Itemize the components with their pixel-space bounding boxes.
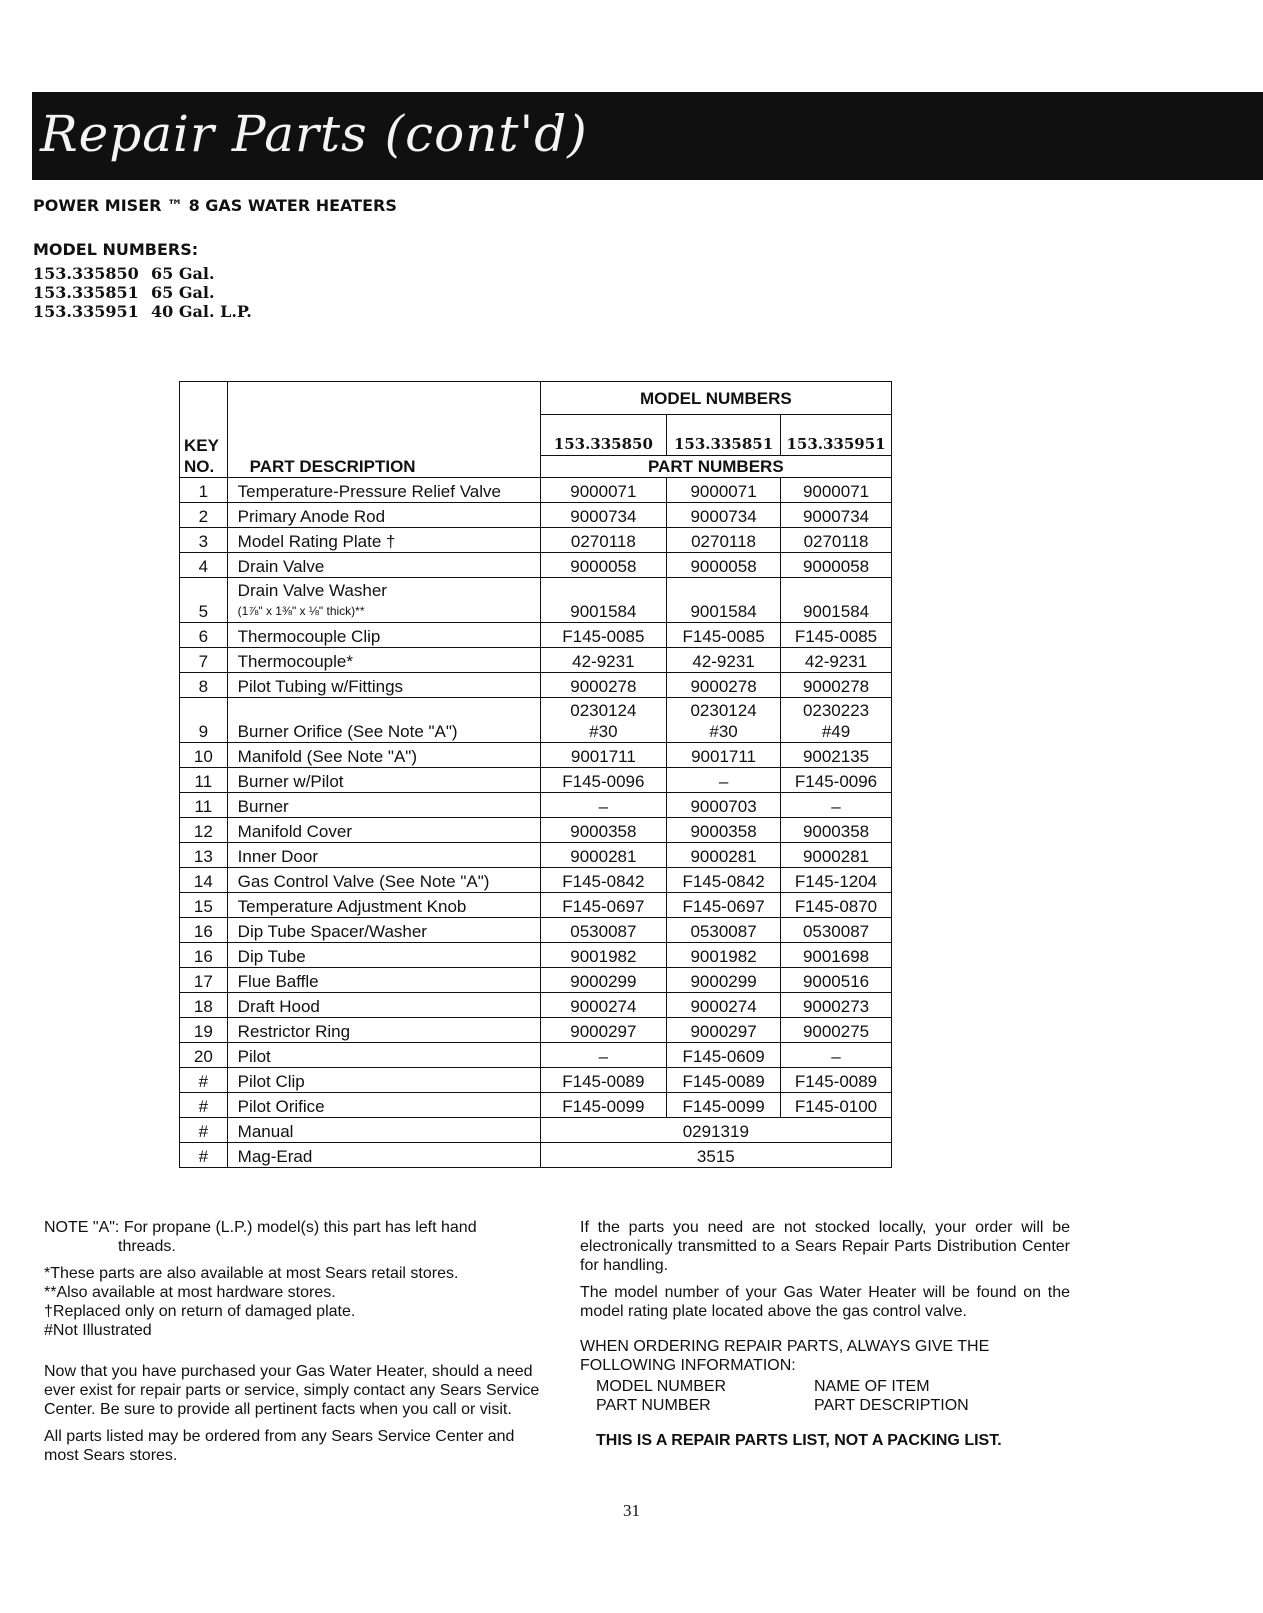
part-number: 9000071: [540, 478, 666, 503]
key-number: 14: [180, 868, 228, 893]
part-number: 9000299: [540, 968, 666, 993]
part-description: Dip Tube Spacer/Washer: [227, 918, 540, 943]
table-row: [180, 1043, 892, 1068]
table-row: [180, 698, 892, 743]
part-description: Manual: [227, 1118, 540, 1143]
part-number: 9000516: [781, 968, 892, 993]
key-number: 16: [180, 918, 228, 943]
model-row: [33, 302, 252, 321]
part-number: 9000281: [667, 843, 781, 868]
part-numbers-header: PART NUMBERS: [540, 456, 891, 478]
part-number: F145-0697: [667, 893, 781, 918]
part-number: F145-0089: [781, 1068, 892, 1093]
part-number: 0530087: [781, 918, 892, 943]
part-number: 9000734: [781, 503, 892, 528]
table-row: [180, 1143, 892, 1168]
key-number: 20: [180, 1043, 228, 1068]
footnote-hardware: **Also available at most hardware stores.: [44, 1284, 336, 1301]
info-item: NAME OF ITEM: [814, 1378, 930, 1395]
table-row: [180, 1068, 892, 1093]
part-number: 9000358: [540, 818, 666, 843]
key-number: 9: [180, 698, 228, 743]
part-number: 0270118: [667, 528, 781, 553]
part-description: Model Rating Plate †: [227, 528, 540, 553]
key-number: #: [180, 1118, 228, 1143]
info-item: PART DESCRIPTION: [814, 1397, 969, 1414]
part-number: F145-1204: [781, 868, 892, 893]
footnote-not-illustrated: #Not Illustrated: [44, 1322, 152, 1339]
part-number: 0291319: [540, 1118, 891, 1143]
part-description: Restrictor Ring: [227, 1018, 540, 1043]
part-number: –: [781, 793, 892, 818]
part-description: Temperature-Pressure Relief Valve: [227, 478, 540, 503]
ordering-instructions: WHEN ORDERING REPAIR PARTS, ALWAYS GIVE THE FOLLOWING INFORMATION:: [580, 1338, 990, 1374]
part-number: –: [540, 1043, 666, 1068]
part-description: Manifold (See Note "A"): [227, 743, 540, 768]
service-paragraph: Now that you have purchased your Gas Water Heater, should a need ever exist for repair parts or service, simply contact any Sears Service Center. Be sure to provide all pertinent facts when you call or visit.: [44, 1363, 540, 1418]
part-description: [227, 578, 540, 623]
table-row: [180, 578, 892, 623]
model-capacity: 65 Gal.: [151, 283, 215, 302]
table-row: [180, 868, 892, 893]
table-row: [180, 1118, 892, 1143]
page-number: 31: [623, 1501, 640, 1520]
part-number: 9000278: [781, 673, 892, 698]
note-a-label: NOTE "A":: [44, 1219, 120, 1236]
part-description: Pilot Clip: [227, 1068, 540, 1093]
part-number: 9000275: [781, 1018, 892, 1043]
part-description: Drain Valve: [227, 553, 540, 578]
part-number: 9000071: [781, 478, 892, 503]
footnote-plate: †Replaced only on return of damaged plate.: [44, 1303, 356, 1320]
table-row: [180, 968, 892, 993]
model-column-header: 153.335851: [667, 415, 781, 456]
model-list: [33, 264, 252, 321]
part-number: 9000274: [540, 993, 666, 1018]
key-number: 13: [180, 843, 228, 868]
part-number: 9000734: [540, 503, 666, 528]
notes-left: [44, 1218, 544, 1473]
orifice-size: #49: [821, 722, 851, 741]
notes-right: [580, 1218, 1070, 1458]
part-number: 9000058: [540, 553, 666, 578]
table-row: [180, 943, 892, 968]
table-row: [180, 478, 892, 503]
table-row: [180, 1018, 892, 1043]
key-number: 11: [180, 768, 228, 793]
table-row: [180, 553, 892, 578]
part-number: 9000273: [781, 993, 892, 1018]
part-number: 42-9231: [667, 648, 781, 673]
model-row: [33, 264, 252, 283]
part-number: 9000058: [667, 553, 781, 578]
key-number: 15: [180, 893, 228, 918]
key-number: 8: [180, 673, 228, 698]
table-row: [180, 743, 892, 768]
part-number: 9000703: [667, 793, 781, 818]
key-number: 4: [180, 553, 228, 578]
part-number: 9001982: [540, 943, 666, 968]
table-row: [180, 993, 892, 1018]
key-number: #: [180, 1068, 228, 1093]
part-number: F145-0870: [781, 893, 892, 918]
part-description-text: Drain Valve Washer: [237, 581, 387, 600]
part-number: F145-0842: [540, 868, 666, 893]
part-number: F145-0089: [667, 1068, 781, 1093]
part-description: Pilot: [227, 1043, 540, 1068]
part-number: F145-0085: [540, 623, 666, 648]
table-row: [180, 673, 892, 698]
key-number: #: [180, 1143, 228, 1168]
part-number: 9001711: [540, 743, 666, 768]
table-row: [180, 893, 892, 918]
note-a-text: For propane (L.P.) model(s) this part has left hand: [123, 1219, 477, 1236]
part-description: Flue Baffle: [227, 968, 540, 993]
part-number: 9001584: [540, 578, 666, 623]
orifice-size: #30: [589, 722, 618, 741]
part-number-line: 0230124: [690, 701, 757, 720]
part-number: 9000358: [781, 818, 892, 843]
part-description: Burner: [227, 793, 540, 818]
product-heading: POWER MISER ™ 8 GAS WATER HEATERS: [33, 196, 397, 215]
key-number: 1: [180, 478, 228, 503]
ordering-paragraph: All parts listed may be ordered from any Sears Service Center and most Sears stores.: [44, 1428, 515, 1464]
part-description: Burner w/Pilot: [227, 768, 540, 793]
part-number-line: 0230223: [802, 701, 870, 720]
part-number: 9002135: [781, 743, 892, 768]
part-number: F145-0697: [540, 893, 666, 918]
part-number: –: [781, 1043, 892, 1068]
table-row: [180, 528, 892, 553]
part-number: 9001698: [781, 943, 892, 968]
part-description: Inner Door: [227, 843, 540, 868]
part-number: [540, 698, 666, 743]
note-a: [44, 1218, 544, 1256]
part-number: F145-0099: [667, 1093, 781, 1118]
packing-list-notice: THIS IS A REPAIR PARTS LIST, NOT A PACKING LIST.: [596, 1432, 1002, 1449]
note-a-text-2: threads.: [118, 1238, 176, 1255]
part-number: 9000281: [540, 843, 666, 868]
description-header: PART DESCRIPTION: [227, 382, 540, 478]
part-number: F145-0085: [667, 623, 781, 648]
part-description: Mag-Erad: [227, 1143, 540, 1168]
part-description: Pilot Orifice: [227, 1093, 540, 1118]
part-description: Thermocouple Clip: [227, 623, 540, 648]
repair-parts-table: [179, 381, 892, 1168]
key-number: 3: [180, 528, 228, 553]
model-numbers-label: MODEL NUMBERS:: [33, 240, 199, 259]
model-column-header: 153.335951: [781, 415, 892, 456]
key-number: 11: [180, 793, 228, 818]
key-header: [180, 382, 228, 478]
part-description: Primary Anode Rod: [227, 503, 540, 528]
part-number: 9001982: [667, 943, 781, 968]
part-description: Thermocouple*: [227, 648, 540, 673]
table-row: [180, 918, 892, 943]
part-number: 42-9231: [781, 648, 892, 673]
table-row: [180, 623, 892, 648]
part-description: Draft Hood: [227, 993, 540, 1018]
key-number: 10: [180, 743, 228, 768]
part-number: 9000058: [781, 553, 892, 578]
part-description: Burner Orifice (See Note "A"): [227, 698, 540, 743]
part-number: 0530087: [667, 918, 781, 943]
part-number: 42-9231: [540, 648, 666, 673]
table-row: [180, 793, 892, 818]
part-number: 9000358: [667, 818, 781, 843]
part-number: 9000278: [667, 673, 781, 698]
part-number: 9000297: [667, 1018, 781, 1043]
part-number: –: [540, 793, 666, 818]
part-number: 9000274: [667, 993, 781, 1018]
info-item: MODEL NUMBER: [596, 1378, 727, 1395]
table-row: [180, 843, 892, 868]
model-numbers-header: MODEL NUMBERS: [540, 382, 891, 415]
key-header-line1: KEY: [184, 436, 219, 455]
key-number: 18: [180, 993, 228, 1018]
table-row: [180, 648, 892, 673]
part-description: Temperature Adjustment Knob: [227, 893, 540, 918]
key-number: #: [180, 1093, 228, 1118]
part-number: F145-0099: [540, 1093, 666, 1118]
part-number: 0530087: [540, 918, 666, 943]
part-description: Pilot Tubing w/Fittings: [227, 673, 540, 698]
key-number: 17: [180, 968, 228, 993]
table-row: [180, 818, 892, 843]
model-capacity: 40 Gal. L.P.: [151, 302, 252, 321]
model-number: 153.335850: [33, 264, 139, 283]
info-item: PART NUMBER: [596, 1397, 711, 1414]
part-number: 9000734: [667, 503, 781, 528]
part-number: 9001711: [667, 743, 781, 768]
key-number: 6: [180, 623, 228, 648]
part-number: F145-0100: [781, 1093, 892, 1118]
part-number: 9000281: [781, 843, 892, 868]
model-column-header: 153.335850: [540, 415, 666, 456]
table-row: [180, 768, 892, 793]
part-number: F145-0842: [667, 868, 781, 893]
key-number: 5: [180, 578, 228, 623]
parts-body: [180, 478, 892, 1168]
part-number: –: [667, 768, 781, 793]
part-number: 9000071: [667, 478, 781, 503]
key-number: 7: [180, 648, 228, 673]
model-capacity: 65 Gal.: [151, 264, 215, 283]
part-description-detail: (1⅞" x 1⅜" x ⅛" thick)**: [237, 604, 365, 618]
model-number: 153.335951: [33, 302, 139, 321]
page-title: Repair Parts (cont'd): [40, 105, 588, 163]
part-number: F145-0089: [540, 1068, 666, 1093]
key-header-line2: NO.: [184, 457, 215, 476]
table-row: [180, 1093, 892, 1118]
part-number: 9000299: [667, 968, 781, 993]
part-number: [667, 698, 781, 743]
part-description: Manifold Cover: [227, 818, 540, 843]
key-number: 2: [180, 503, 228, 528]
part-number: 9000278: [540, 673, 666, 698]
part-description: Gas Control Valve (See Note "A"): [227, 868, 540, 893]
part-number: F145-0609: [667, 1043, 781, 1068]
part-number: 0270118: [540, 528, 666, 553]
footnote-retail: *These parts are also available at most Sears retail stores.: [44, 1265, 459, 1282]
part-number: F145-0096: [781, 768, 892, 793]
part-number: F145-0096: [540, 768, 666, 793]
part-number: 0270118: [781, 528, 892, 553]
part-number: 9000297: [540, 1018, 666, 1043]
model-number: 153.335851: [33, 283, 139, 302]
part-number: 9001584: [667, 578, 781, 623]
table-row: [180, 503, 892, 528]
model-row: [33, 283, 252, 302]
distribution-paragraph: If the parts you need are not stocked locally, your order will be electronically transmitted to a Sears Repair Parts Distribution Center for handling.: [580, 1219, 1070, 1274]
part-number-line: 0230124: [570, 701, 637, 720]
key-number: 19: [180, 1018, 228, 1043]
key-number: 16: [180, 943, 228, 968]
part-description: Dip Tube: [227, 943, 540, 968]
model-plate-paragraph: The model number of your Gas Water Heater will be found on the model rating plate located above the gas control valve.: [580, 1284, 1070, 1320]
key-number: 12: [180, 818, 228, 843]
part-number: [781, 698, 892, 743]
part-number: F145-0085: [781, 623, 892, 648]
part-number: 9001584: [781, 578, 892, 623]
ordering-info-list: [580, 1377, 1070, 1415]
part-number: 3515: [540, 1143, 891, 1168]
orifice-size: #30: [709, 722, 738, 741]
